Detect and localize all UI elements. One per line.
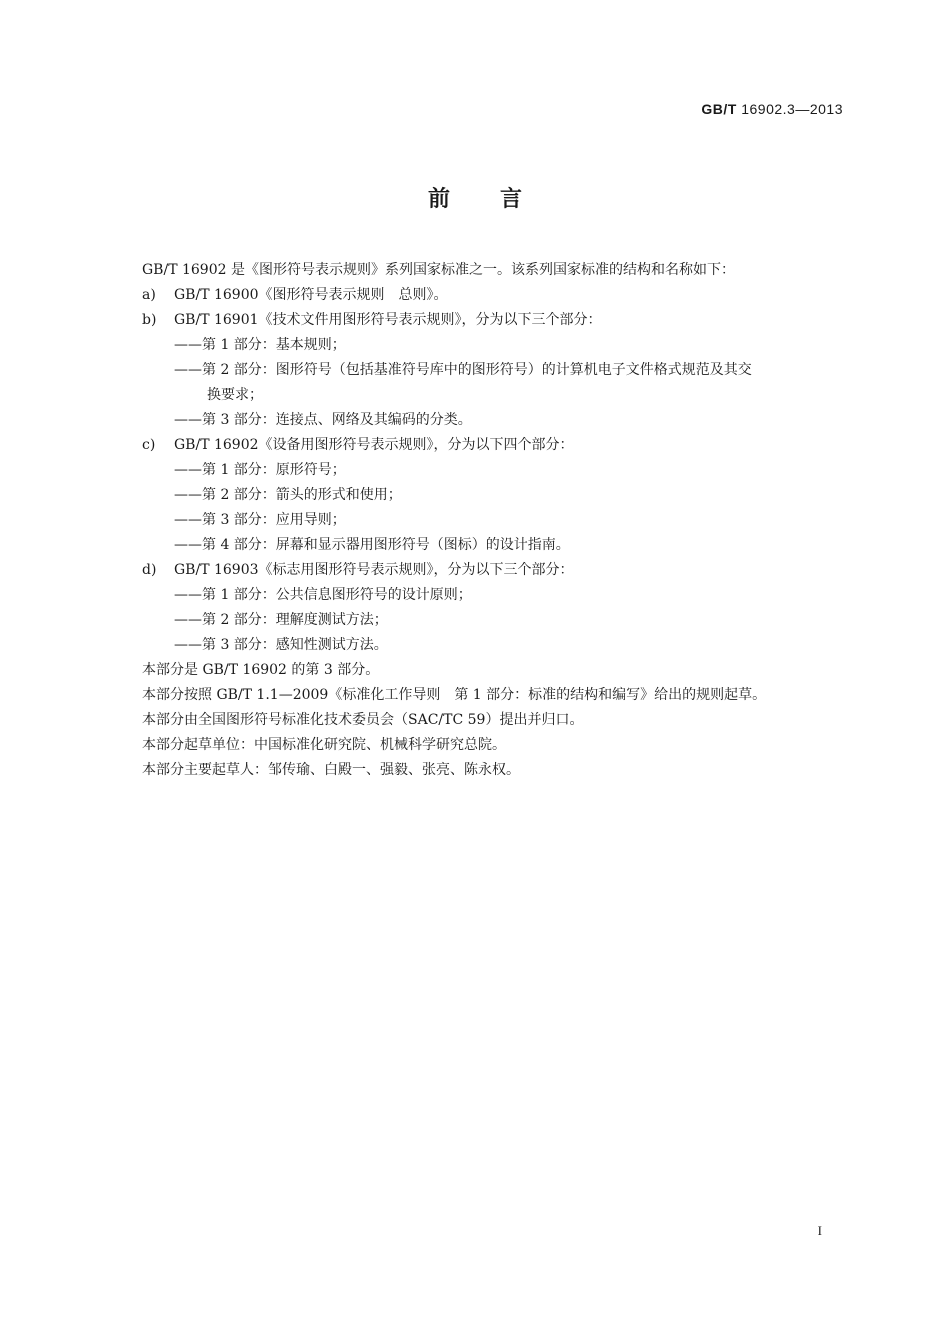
list-label-b: b) [142,312,157,328]
foreword-body [142,258,847,783]
paragraph-drafting-units: 本部分起草单位：中国标准化研究院、机械科学研究总院。 [142,737,506,753]
paragraph-proposer: 本部分由全国图形符号标准化技术委员会（SAC/TC 59）提出并归口。 [142,712,584,728]
paragraph-drafters: 本部分主要起草人：邹传瑜、白殿一、强毅、张亮、陈永权。 [142,762,520,778]
paragraph-drafting-rules: 本部分按照 GB/T 1.1—2009《标准化工作导则 第 1 部分：标准的结构和编写》给出的规则起草。 [142,687,767,703]
page-title: 前言 [427,187,572,212]
list-label-d: d) [142,562,157,578]
sub-item-b2: ——第 2 部分：图形符号（包括基准符号库中的图形符号）的计算机电子文件格式规范及其交 [174,362,752,378]
standard-number: 16902.3—2013 [741,101,843,117]
page-number: I [817,1223,822,1238]
sub-item-c1: ——第 1 部分：原形符号； [174,462,346,478]
list-label-a: a) [142,287,156,303]
list-item-d [142,558,847,583]
sub-item-c3: ——第 3 部分：应用导则； [174,512,346,528]
paragraph-intro: GB/T 16902 是《图形符号表示规则》系列国家标准之一。该系列国家标准的结构和名称如下： [142,262,735,278]
sub-item-c4: ——第 4 部分：屏幕和显示器用图形符号（图标）的设计指南。 [174,537,570,553]
list-item-c [142,433,847,458]
paragraph-part-info: 本部分是 GB/T 16902 的第 3 部分。 [142,662,380,678]
sub-item-c2: ——第 2 部分：箭头的形式和使用； [174,487,402,503]
list-text-d: GB/T 16903《标志用图形符号表示规则》，分为以下三个部分： [174,562,574,578]
sub-item-b2-cont: 换要求； [207,387,263,403]
sub-item-d2: ——第 2 部分：理解度测试方法； [174,612,388,628]
list-item-b [142,308,847,333]
sub-item-d3: ——第 3 部分：感知性测试方法。 [174,637,388,653]
sub-item-b1: ——第 1 部分：基本规则； [174,337,346,353]
list-label-c: c) [142,437,156,453]
list-item-a [142,283,847,308]
list-text-c: GB/T 16902《设备用图形符号表示规则》，分为以下四个部分： [174,437,574,453]
list-text-a: GB/T 16900《图形符号表示规则 总则》。 [174,287,448,303]
standard-code: GB/T [701,101,737,117]
list-text-b: GB/T 16901《技术文件用图形符号表示规则》，分为以下三个部分： [174,312,602,328]
document-header [701,101,843,117]
sub-item-b3: ——第 3 部分：连接点、网络及其编码的分类。 [174,412,472,428]
sub-item-d1: ——第 1 部分：公共信息图形符号的设计原则； [174,587,472,603]
